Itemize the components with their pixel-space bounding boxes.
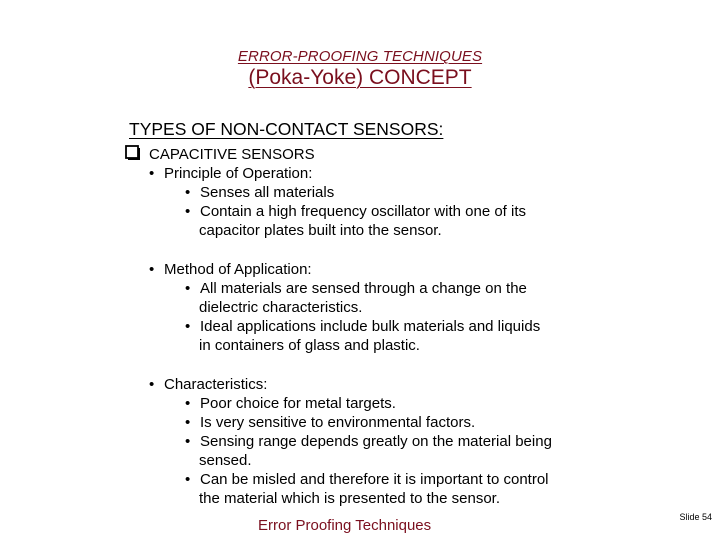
method-point: Ideal applications include bulk materials and liquids — [200, 318, 541, 335]
list-item — [185, 414, 475, 432]
characteristics-point-cont: the material which is presented to the sensor. — [199, 490, 500, 507]
list-item — [185, 471, 549, 489]
checkbox-icon — [125, 145, 141, 161]
list-item-continuation — [199, 337, 420, 355]
list-item — [185, 184, 334, 202]
list-item — [185, 203, 526, 221]
bullet: • — [185, 471, 191, 488]
bullet: • — [185, 414, 191, 431]
principle-point: Senses all materials — [200, 184, 335, 201]
slide-number — [679, 512, 712, 522]
bullet: • — [185, 318, 191, 335]
section-heading: TYPES OF NON-CONTACT SENSORS: — [129, 119, 444, 139]
list-item-continuation — [199, 222, 442, 240]
characteristics-point-cont: sensed. — [199, 452, 252, 469]
bullet: • — [185, 433, 191, 450]
bullet: • — [185, 280, 191, 297]
slide-label: Slide — [679, 512, 700, 522]
list-item — [185, 433, 552, 451]
slide-subtitle: ERROR-PROOFING TECHNIQUES — [237, 48, 483, 65]
characteristics-label: Characteristics: — [164, 376, 268, 393]
list-item — [149, 376, 267, 394]
principle-label: Principle of Operation: — [164, 165, 313, 182]
list-item — [149, 165, 312, 183]
method-point-cont: dielectric characteristics. — [199, 299, 363, 316]
method-point: All materials are sensed through a change on the — [200, 280, 527, 297]
method-point-cont: in containers of glass and plastic. — [199, 337, 420, 354]
principle-point-cont: capacitor plates built into the sensor. — [199, 222, 442, 239]
list-item — [185, 318, 540, 336]
bullet: • — [149, 261, 155, 278]
characteristics-point: Is very sensitive to environmental factors. — [200, 414, 476, 431]
bullet: • — [185, 203, 191, 220]
principle-point: Contain a high frequency oscillator with one of its — [200, 203, 527, 220]
characteristics-point: Can be misled and therefore it is important to control — [200, 471, 549, 488]
slide-number-value: 54 — [701, 512, 712, 522]
list-item-continuation — [199, 490, 500, 508]
list-item-continuation — [199, 452, 252, 470]
characteristics-point: Poor choice for metal targets. — [200, 395, 396, 412]
slide-title: (Poka-Yoke) CONCEPT — [248, 66, 472, 89]
bullet: • — [149, 376, 155, 393]
list-item — [149, 261, 312, 279]
list-item-continuation — [199, 299, 362, 317]
footer-text: Error Proofing Techniques — [258, 517, 432, 534]
list-item — [185, 395, 396, 413]
list-item — [185, 280, 527, 298]
item-title — [149, 146, 315, 164]
bullet: • — [149, 165, 155, 182]
item-title-text: CAPACITIVE SENSORS — [149, 146, 315, 163]
bullet: • — [185, 395, 191, 412]
method-label: Method of Application: — [164, 261, 312, 278]
characteristics-point: Sensing range depends greatly on the material being — [200, 433, 552, 450]
bullet: • — [185, 184, 191, 201]
